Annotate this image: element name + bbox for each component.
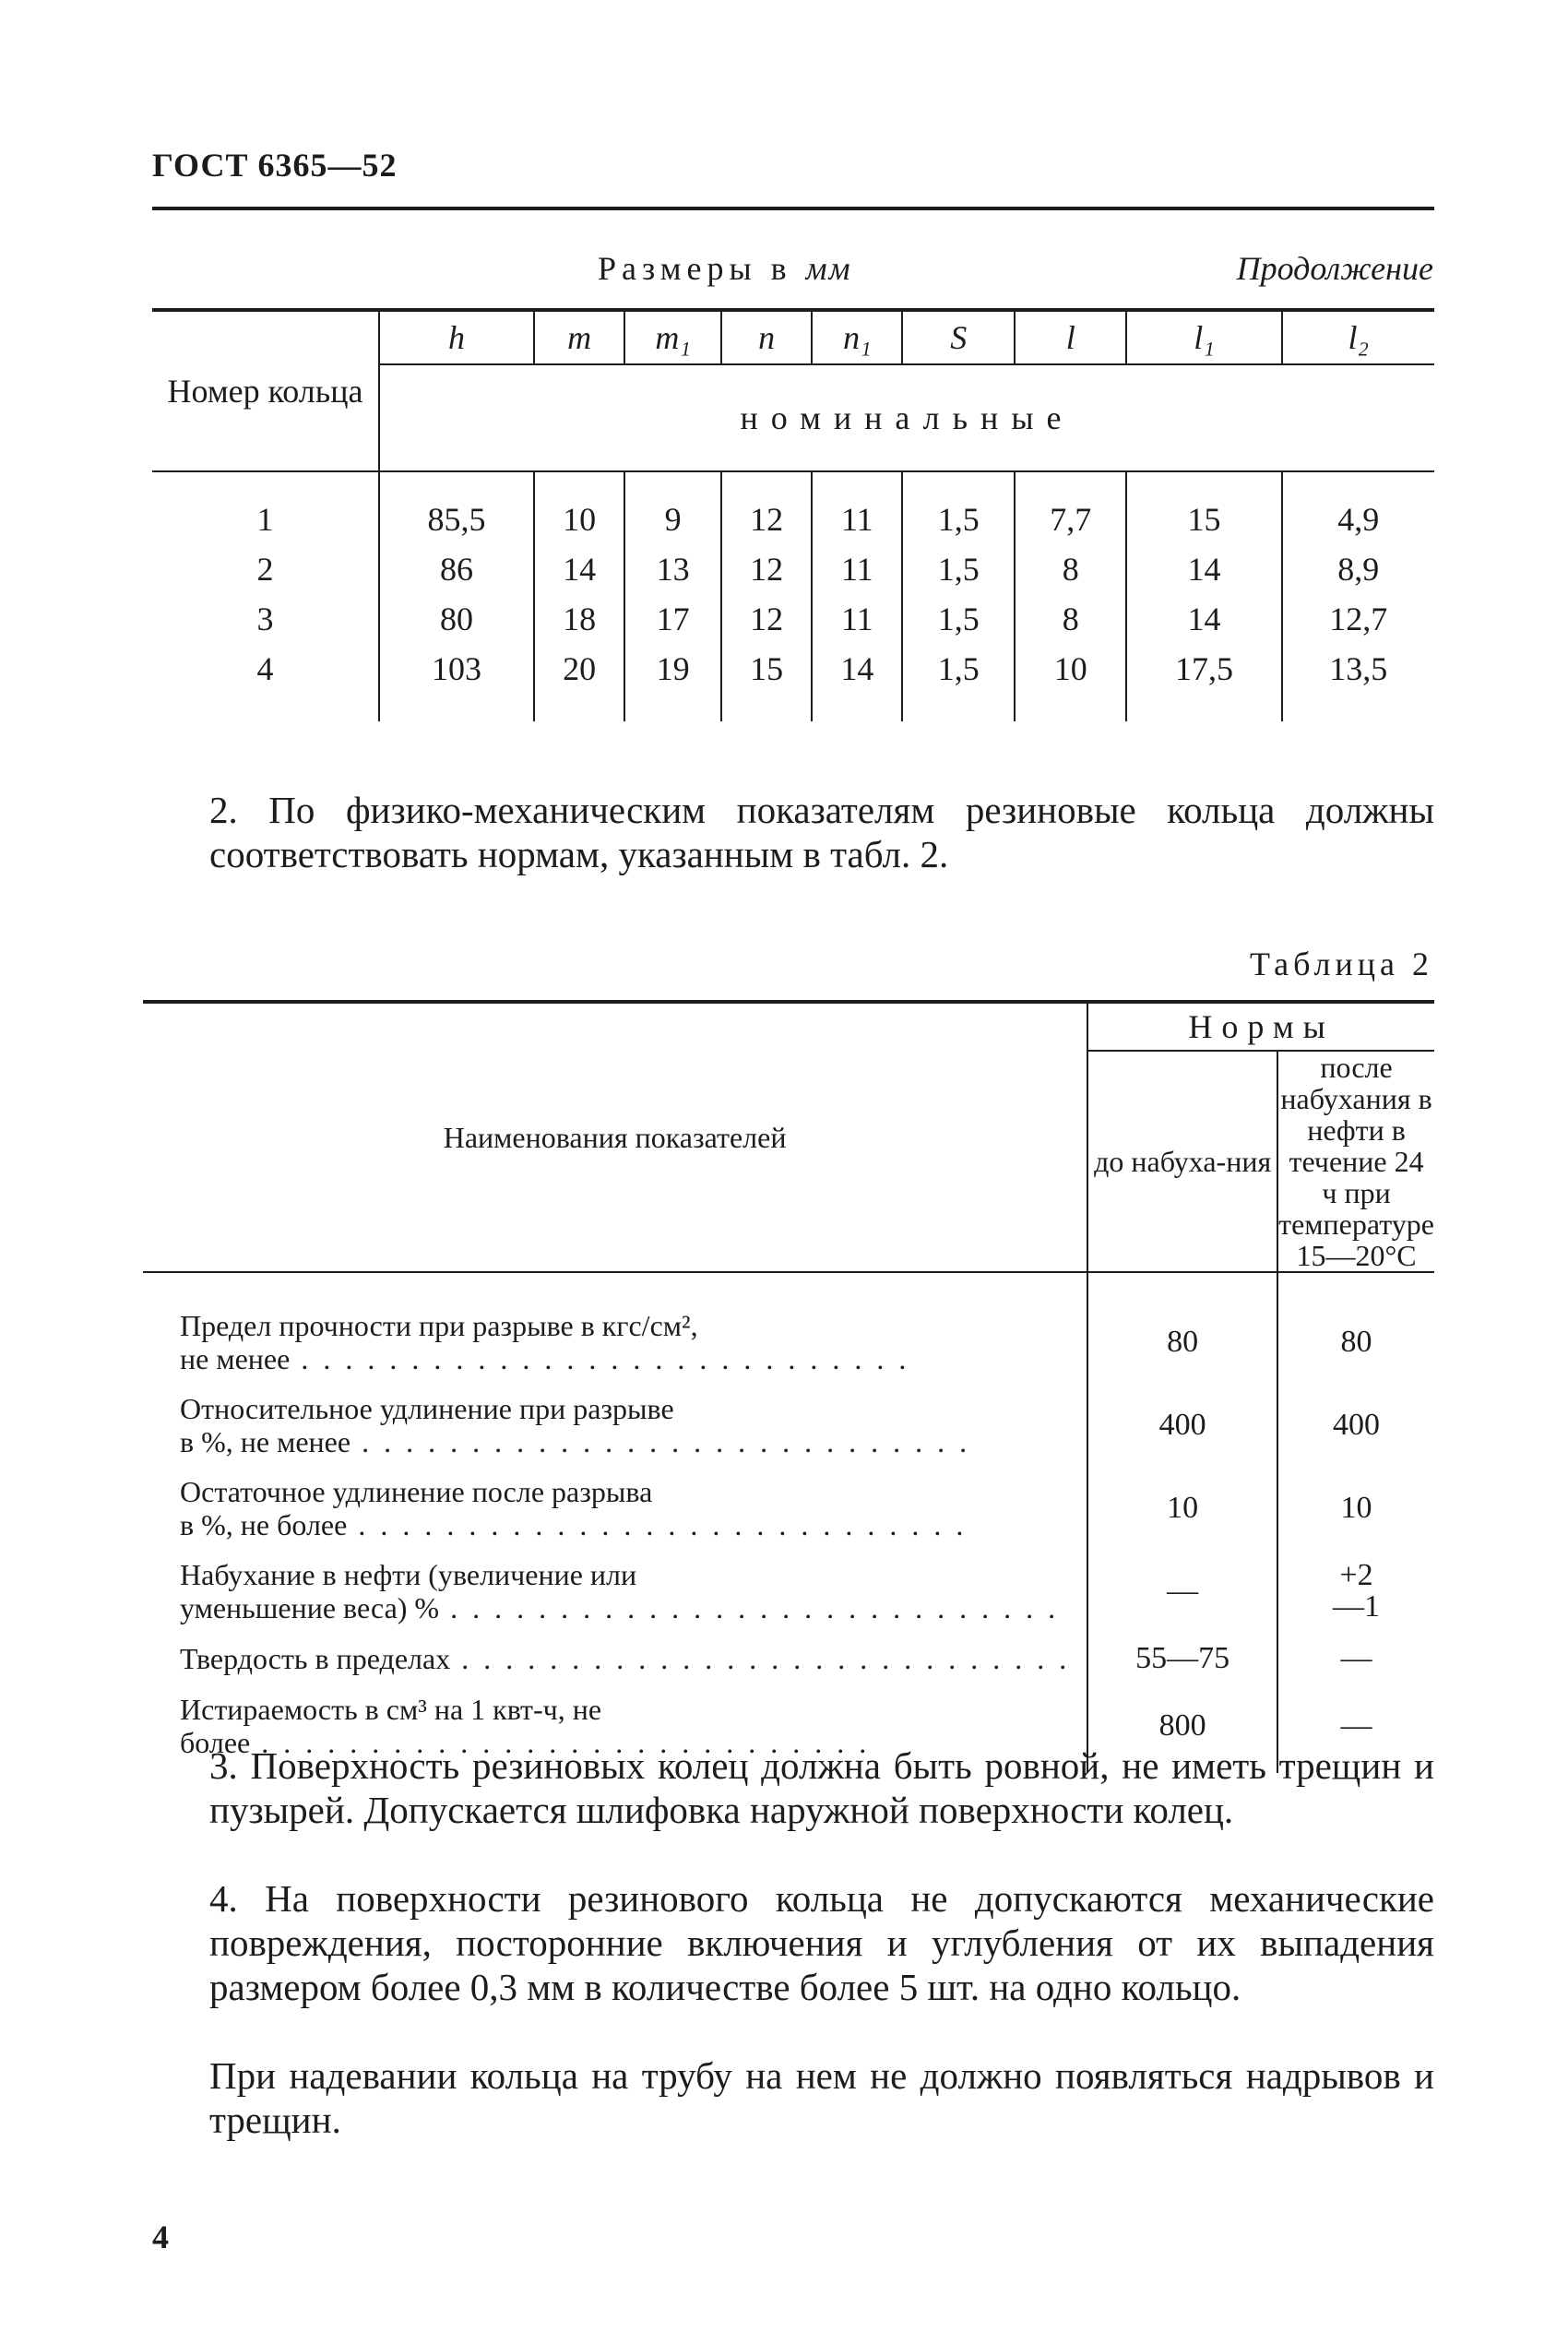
table1-col-n: n [721,312,812,364]
table1-row-header [152,312,379,471]
table1-col-m1: m₁ [624,312,721,364]
table1-row-header-text: Номер кольца [167,373,363,410]
table2-col-before-text: до набуха-ния [1094,1145,1272,1178]
table1-ring-number: 1 [256,501,274,538]
table1-caption-text: Размеры в [598,250,792,287]
table1-cell: 11 [812,594,902,644]
table1-ring-number: 4 [256,650,274,687]
table1-cell: 18 [534,594,624,644]
table1-col-h: h [379,312,534,364]
table1-cell: 14 [1126,594,1281,644]
table2-indicator-name [143,1467,1087,1550]
table1-ring-number: 2 [256,551,274,588]
table2-row [143,1384,1434,1467]
paragraph-2 [152,788,1434,876]
table2-value-after: — [1277,1633,1434,1684]
table2-indicator-name [143,1272,1087,1384]
table2-value-before: 400 [1087,1384,1277,1467]
paragraph-4-text: 4. На поверхности резинового кольца не допускаются механические повреждения, посторонние включения и углубления от их выпадения размером более 0,3 мм в количестве более 5 шт. на одно кольцо. [209,1877,1434,2008]
table1-cell: 1,5 [902,644,1015,721]
table2-row [143,1272,1434,1384]
table1-row [152,544,1434,594]
table1-cell: 15 [1126,471,1281,544]
table1-cell: 17 [624,594,721,644]
table1-cell: 20 [534,644,624,721]
table2-indicator-line1: Твердость в пределах . . . [180,1642,1070,1675]
table1-cell: 12,7 [1282,594,1435,644]
table2-row [143,1550,1434,1633]
table2-value-after: 400 [1277,1384,1434,1467]
table2-col-after [1277,1051,1434,1272]
table1-col-l2: l₂ [1282,312,1435,364]
table1-cell: 15 [721,644,812,721]
table1-col-m: m [534,312,624,364]
paragraph-2-text: 2. По физико-механическим показателям резиновые кольца должны соответствовать нормам, указанным в табл. 2. [209,789,1434,875]
table2-body [143,1272,1434,1773]
table2-indicator-line2: в %, не менее . . . [180,1425,1070,1458]
table1-cell: 11 [812,544,902,594]
table1-body [152,471,1434,721]
table1-caption [598,249,852,288]
table1-col-s: S [902,312,1015,364]
table1-row [152,644,1434,721]
table2-indicator-line2: уменьшение веса) % . . . [180,1591,1070,1624]
table1-cell: 1,5 [902,594,1015,644]
table1-cell: 86 [379,544,534,594]
table2-value-before: 10 [1087,1467,1277,1550]
table1-cell: 80 [379,594,534,644]
paragraph-3-text: 3. Поверхность резиновых колец должна быть ровной, не иметь трещин и пузырей. Допускается шлифовка наружной поверхности колец. [209,1744,1434,1831]
table2-indicator-line2: в %, не более . . . [180,1508,1070,1541]
table1-cell: 8 [1015,544,1127,594]
table2-indicator-line1: Истираемость в см³ на 1 квт-ч, не [180,1693,602,1726]
table2-value-after: 10 [1277,1467,1434,1550]
table1-cell: 19 [624,644,721,721]
table2-indicator-line1: Остаточное удлинение после разрыва [180,1475,653,1508]
table1-cell: 11 [812,471,902,544]
table2-col-name: Наименования показателей [443,1120,787,1154]
table2-row [143,1633,1434,1684]
table1-cell: 13 [624,544,721,594]
table1-cell: 85,5 [379,471,534,544]
table2-caption: Таблица 2 [1250,946,1433,982]
paragraph-4 [152,1876,1434,2009]
table2-value-before: 800 [1087,1684,1277,1773]
paragraph-3 [152,1743,1434,1832]
page-number: 4 [152,2219,169,2255]
table2-indicator-line2: не менее . . . [180,1342,1070,1375]
table1-cell: 4,9 [1282,471,1435,544]
table1-cell: 14 [812,644,902,721]
table1-col-l: l [1015,312,1127,364]
table1-continuation-label: Продолжение [1236,250,1433,287]
table2-indicator-line2: более . . . [180,1726,1070,1759]
table1-cell: 10 [534,471,624,544]
table1-cell: 1,5 [902,544,1015,594]
table2-norms [143,1004,1434,1773]
table2-col-before [1087,1051,1277,1272]
table2-col-after-text: после набухания в нефти в течение 24 ч при температуре 15—20°C [1278,1051,1434,1272]
table1-cell: 9 [624,471,721,544]
table1-col-n1: n₁ [812,312,902,364]
table1-caption-unit: мм [805,250,852,287]
table2-value-after: +2 —1 [1277,1550,1434,1633]
table1-cell: 12 [721,544,812,594]
table1-cell: 7,7 [1015,471,1127,544]
table1-cell: 14 [1126,544,1281,594]
table1-cell: 8 [1015,594,1127,644]
paragraph-5 [152,2053,1434,2142]
table1-dimensions [152,312,1434,721]
table2-row [143,1467,1434,1550]
table2-value-before: 80 [1087,1272,1277,1384]
table2-value-before: 55—75 [1087,1633,1277,1684]
table1-col-l1: l₁ [1126,312,1281,364]
header-rule [152,207,1434,210]
document-code-header: ГОСТ 6365—52 [152,147,398,184]
table1-ring-number: 3 [256,601,274,637]
table2-indicator-name [143,1550,1087,1633]
table1-subheader: номинальные [379,364,1434,471]
table2-indicator-line1: Предел прочности при разрыве в кгс/см², [180,1309,698,1342]
table1-cell: 103 [379,644,534,721]
table2-col-norms: Нормы [1087,1004,1434,1051]
table2-value-after: — [1277,1684,1434,1773]
table1-cell: 12 [721,594,812,644]
table2-indicator-line1: Набухание в нефти (увеличение или [180,1558,637,1591]
table1-row [152,471,1434,544]
table2-value-before: — [1087,1550,1277,1633]
table1-row [152,594,1434,644]
table2-indicator-line1: Относительное удлинение при разрыве [180,1392,674,1425]
table1-cell: 14 [534,544,624,594]
table1-cell: 1,5 [902,471,1015,544]
paragraph-5-text: При надевании кольца на трубу на нем не должно появляться надрывов и трещин. [209,2054,1434,2141]
table1-cell: 13,5 [1282,644,1435,721]
table1-cell: 12 [721,471,812,544]
table2-value-after: 80 [1277,1272,1434,1384]
table1-cell: 17,5 [1126,644,1281,721]
table1-cell: 8,9 [1282,544,1435,594]
table2-indicator-name [143,1384,1087,1467]
table2-indicator-name [143,1633,1087,1684]
table1-cell: 10 [1015,644,1127,721]
